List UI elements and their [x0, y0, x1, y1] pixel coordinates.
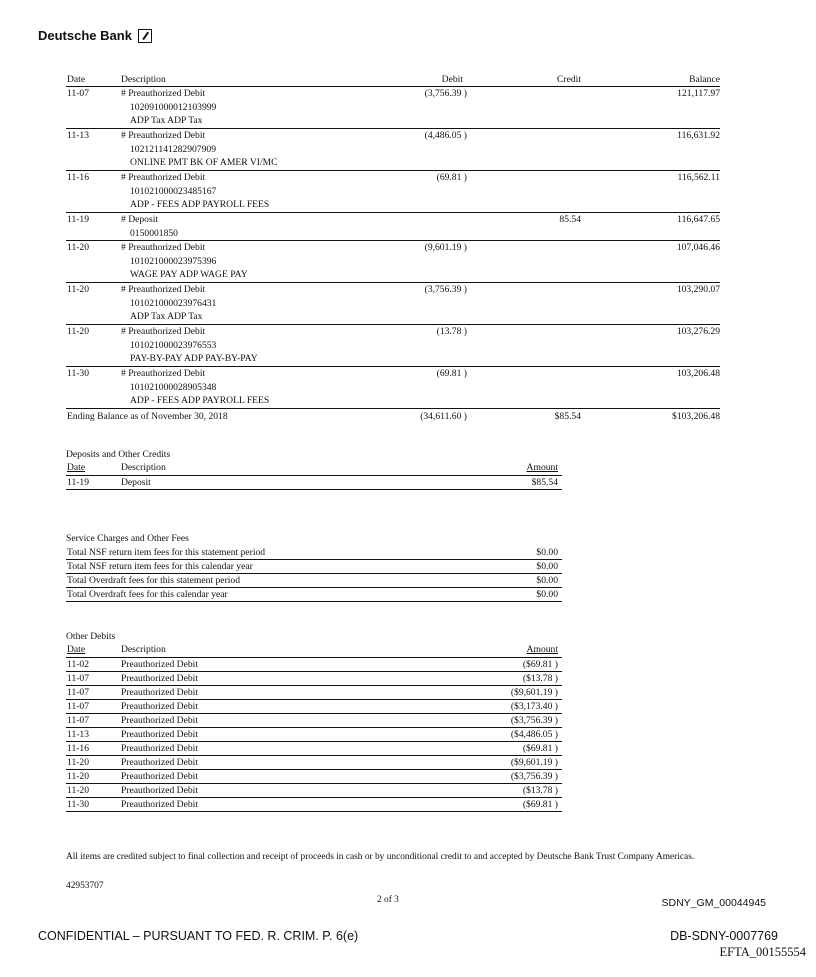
debit-row	[66, 658, 562, 672]
debit-row	[66, 784, 562, 798]
fee-row	[66, 588, 562, 602]
debit-amount: ($4,486.05 )	[510, 729, 558, 740]
txn-balance: 116,631.92	[677, 130, 720, 141]
deposits-table	[66, 449, 562, 490]
debit-row	[66, 686, 562, 700]
fee-label: Total NSF return item fees for this calendar year	[67, 561, 253, 572]
ending-balance: $103,206.48	[672, 411, 720, 422]
other-debits-title: Other Debits	[66, 631, 116, 642]
header-date: Date	[67, 74, 86, 85]
fee-row	[66, 546, 562, 560]
transaction-row	[66, 213, 720, 241]
bank-logo	[38, 28, 152, 43]
debit-row	[66, 728, 562, 742]
other-debits-table	[66, 631, 562, 812]
debit-description: Preauthorized Debit	[121, 799, 198, 810]
ending-debit-total: (34,611.60 )	[420, 411, 467, 422]
debit-row	[66, 700, 562, 714]
debit-date: 11-02	[67, 659, 90, 670]
header-date: Date	[67, 644, 86, 655]
txn-memo: ONLINE PMT BK OF AMER VI/MC	[130, 157, 278, 168]
header-date: Date	[67, 462, 86, 473]
disclaimer-text: All items are credited subject to final collection and receipt of proceeds in cash or by unconditional credit to and accepted by Deutsche Bank Trust Company Americas.	[66, 852, 695, 862]
debit-amount: ($3,756.39 )	[510, 715, 558, 726]
txn-reference: 102091000012103999	[130, 102, 217, 113]
debit-description: Preauthorized Debit	[121, 687, 198, 698]
txn-type: # Preauthorized Debit	[121, 368, 206, 379]
transaction-row	[66, 367, 720, 409]
deposit-description: Deposit	[121, 477, 151, 488]
txn-reference: 0150001850	[130, 228, 178, 239]
fee-amount: $0.00	[536, 561, 558, 572]
fee-amount: $0.00	[536, 547, 558, 558]
debit-date: 11-07	[67, 701, 90, 712]
header-amount: Amount	[526, 462, 558, 473]
debit-description: Preauthorized Debit	[121, 757, 198, 768]
debit-row	[66, 672, 562, 686]
txn-date: 11-20	[67, 326, 90, 337]
txn-memo: ADP Tax ADP Tax	[130, 311, 203, 322]
debit-row	[66, 770, 562, 784]
debit-date: 11-13	[67, 729, 90, 740]
debit-description: Preauthorized Debit	[121, 715, 198, 726]
transaction-row	[66, 129, 720, 171]
header-balance: Balance	[689, 74, 720, 85]
debit-row	[66, 798, 562, 812]
header-description: Description	[121, 462, 166, 473]
deposit-row	[66, 476, 562, 490]
ending-credit-total: $85.54	[554, 411, 581, 422]
transaction-row	[66, 283, 720, 325]
fee-amount: $0.00	[536, 575, 558, 586]
debit-amount: ($9,601.19 )	[510, 757, 558, 768]
txn-date: 11-07	[67, 88, 90, 99]
debit-description: Preauthorized Debit	[121, 785, 198, 796]
transaction-row	[66, 325, 720, 367]
debit-amount: ($69.81 )	[522, 743, 558, 754]
txn-date: 11-16	[67, 172, 90, 183]
header-amount: Amount	[526, 644, 558, 655]
txn-date: 11-13	[67, 130, 90, 141]
fee-amount: $0.00	[536, 589, 558, 600]
debit-amount: ($69.81 )	[522, 659, 558, 670]
txn-type: # Preauthorized Debit	[121, 326, 206, 337]
txn-debit: (3,756.39 )	[424, 284, 467, 295]
debit-date: 11-20	[67, 785, 90, 796]
txn-balance: 121,117.97	[677, 88, 720, 99]
header-debit: Debit	[441, 74, 463, 85]
txn-memo: ADP - FEES ADP PAYROLL FEES	[130, 199, 270, 210]
txn-reference: 101021000023976431	[130, 298, 217, 309]
txn-debit: (4,486.05 )	[424, 130, 467, 141]
debit-date: 11-20	[67, 771, 90, 782]
txn-reference: 101021000023975396	[130, 256, 217, 267]
txn-type: # Preauthorized Debit	[121, 172, 206, 183]
bank-name: Deutsche Bank	[38, 28, 132, 43]
txn-type: # Preauthorized Debit	[121, 130, 206, 141]
txn-balance: 116,647.65	[677, 214, 720, 225]
efta-number: EFTA_00155554	[719, 945, 806, 959]
debit-description: Preauthorized Debit	[121, 771, 198, 782]
debit-description: Preauthorized Debit	[121, 729, 198, 740]
debit-description: Preauthorized Debit	[121, 673, 198, 684]
txn-reference: 101021000028905348	[130, 382, 217, 393]
txn-credit: 85.54	[559, 214, 581, 225]
txn-type: # Deposit	[121, 214, 159, 225]
txn-type: # Preauthorized Debit	[121, 88, 206, 99]
deposit-amount: $85.54	[531, 477, 558, 488]
txn-balance: 103,290.07	[676, 284, 720, 295]
txn-memo: ADP - FEES ADP PAYROLL FEES	[130, 395, 270, 406]
fee-label: Total NSF return item fees for this statement period	[67, 547, 266, 558]
transactions-table	[66, 73, 720, 425]
txn-reference: 102121141282907909	[130, 144, 216, 155]
debit-date: 11-30	[67, 799, 90, 810]
txn-debit: (9,601.19 )	[424, 242, 467, 253]
transactions-header	[66, 73, 720, 87]
debit-date: 11-07	[67, 687, 90, 698]
debit-date: 11-07	[67, 673, 90, 684]
debit-amount: ($9,601.19 )	[510, 687, 558, 698]
txn-date: 11-19	[67, 214, 90, 225]
txn-debit: (3,756.39 )	[424, 88, 467, 99]
deutsche-bank-slash-logo-icon	[138, 29, 152, 43]
debit-amount: ($13.78 )	[522, 785, 558, 796]
bates-number-db: DB-SDNY-0007769	[670, 929, 778, 943]
bates-number-sdny: SDNY_GM_00044945	[661, 897, 766, 909]
header-credit: Credit	[557, 74, 581, 85]
transaction-row	[66, 171, 720, 213]
txn-balance: 103,276.29	[676, 326, 720, 337]
txn-memo: PAY-BY-PAY ADP PAY-BY-PAY	[130, 353, 258, 364]
deposits-title: Deposits and Other Credits	[66, 449, 171, 460]
txn-reference: 101021000023976553	[130, 340, 217, 351]
txn-reference: 101021000023485167	[130, 186, 217, 197]
txn-type: # Preauthorized Debit	[121, 284, 206, 295]
debit-row	[66, 756, 562, 770]
debit-amount: ($13.78 )	[522, 673, 558, 684]
service-charges-title: Service Charges and Other Fees	[66, 533, 189, 544]
confidential-notice: CONFIDENTIAL – PURSUANT TO FED. R. CRIM. P. 6(e)	[38, 929, 359, 943]
service-charges-table	[66, 533, 562, 602]
debit-date: 11-07	[67, 715, 90, 726]
deposits-header	[66, 462, 562, 476]
debit-row	[66, 714, 562, 728]
txn-debit: (13.78 )	[436, 326, 467, 337]
header-description: Description	[121, 74, 166, 85]
debit-amount: ($69.81 )	[522, 799, 558, 810]
txn-memo: WAGE PAY ADP WAGE PAY	[130, 269, 248, 280]
ending-balance-label: Ending Balance as of November 30, 2018	[67, 411, 228, 422]
txn-memo: ADP Tax ADP Tax	[130, 115, 203, 126]
fee-label: Total Overdraft fees for this calendar year	[67, 589, 228, 600]
transaction-row	[66, 241, 720, 283]
account-reference: 42953707	[66, 881, 104, 891]
txn-balance: 107,046.46	[676, 242, 720, 253]
debit-description: Preauthorized Debit	[121, 743, 198, 754]
fee-label: Total Overdraft fees for this statement period	[67, 575, 241, 586]
transaction-row	[66, 87, 720, 129]
txn-balance: 116,562.11	[677, 172, 720, 183]
txn-debit: (69.81 )	[436, 368, 467, 379]
debit-amount: ($3,756.39 )	[510, 771, 558, 782]
txn-balance: 103,206.48	[676, 368, 720, 379]
debit-description: Preauthorized Debit	[121, 701, 198, 712]
other-debits-header	[66, 644, 562, 658]
debit-description: Preauthorized Debit	[121, 659, 198, 670]
fee-row	[66, 560, 562, 574]
deposit-date: 11-19	[67, 477, 90, 488]
txn-date: 11-20	[67, 284, 90, 295]
debit-row	[66, 742, 562, 756]
txn-date: 11-30	[67, 368, 90, 379]
txn-type: # Preauthorized Debit	[121, 242, 206, 253]
ending-balance-row	[66, 409, 720, 425]
page-number: 2 of 3	[377, 895, 399, 905]
debit-amount: ($3,173.40 )	[510, 701, 558, 712]
txn-debit: (69.81 )	[436, 172, 467, 183]
txn-date: 11-20	[67, 242, 90, 253]
fee-row	[66, 574, 562, 588]
header-description: Description	[121, 644, 166, 655]
debit-date: 11-20	[67, 757, 90, 768]
debit-date: 11-16	[67, 743, 90, 754]
